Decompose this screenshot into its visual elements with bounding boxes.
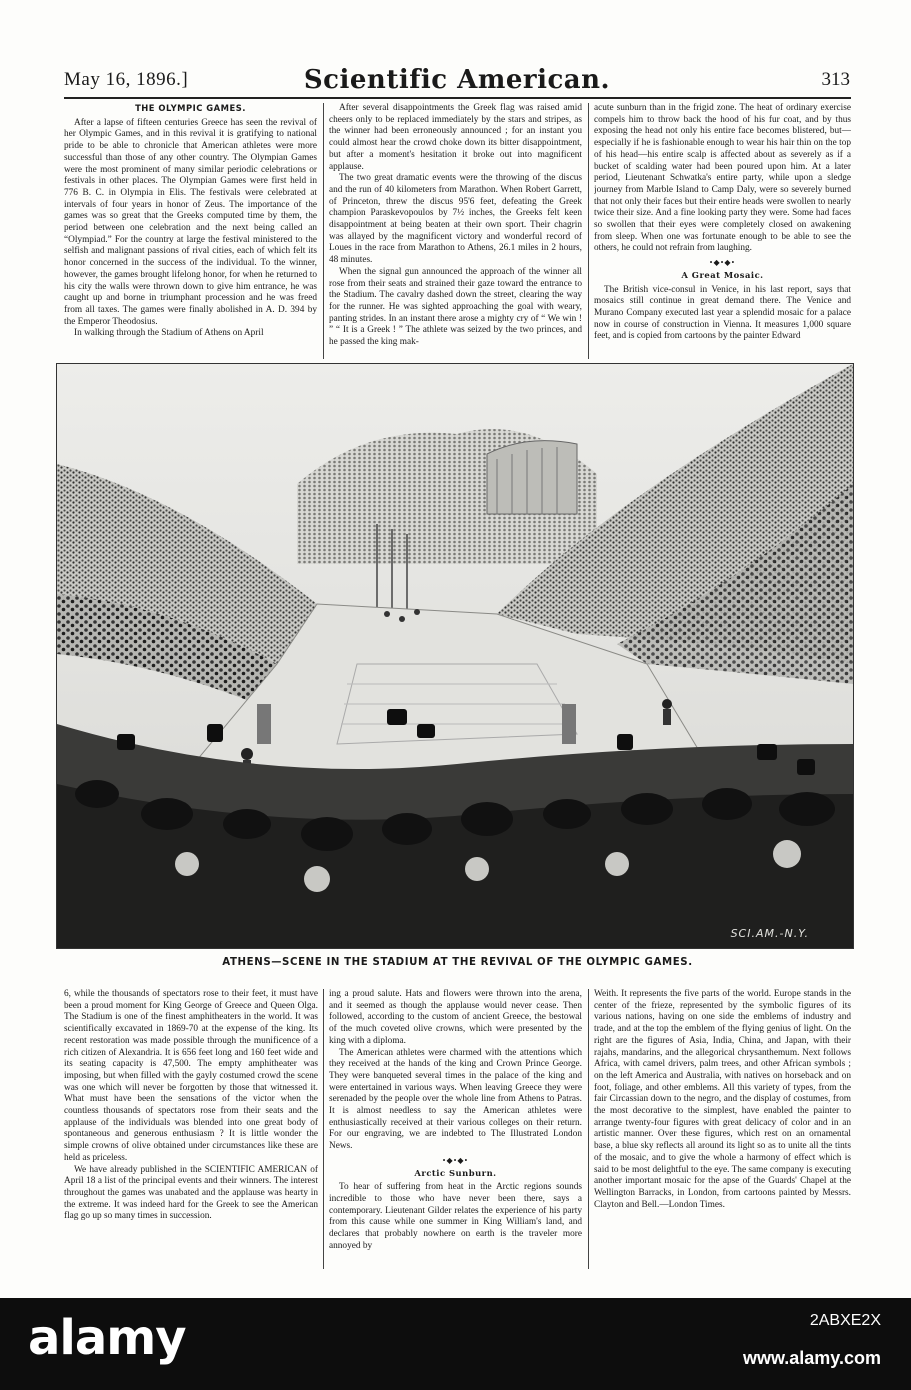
artist-signature: SCI.AM.-N.Y. <box>730 927 809 940</box>
paragraph: ing a proud salute. Hats and flowers were thrown into the arena, and it seemed as though the applause would never cease. Then followed, according to the custom of ancient Greece, the bestowal of the much coveted olive crowns, which were presented by the king with a diploma. <box>329 989 582 1046</box>
arctic-heading: Arctic Sunburn. <box>414 1167 497 1178</box>
alamy-logo: alamy <box>28 1310 186 1366</box>
issue-date: May 16, 1896.] <box>64 69 189 90</box>
column-rule <box>588 103 589 359</box>
column-rule <box>588 989 589 1269</box>
column-2 <box>329 103 582 359</box>
olympic-heading: THE OLYMPIC GAMES. <box>135 103 246 113</box>
paragraph: We have already published in the SCIENTIFIC AMERICAN of April 18 a list of the principal events and their winners. The interest throughout the games was unabated and the applause was hearty in the extreme. It was indeed hard for the Greek to see the American flag go up so many times in succession. <box>64 1164 318 1222</box>
column-rule <box>323 103 324 359</box>
column-3 <box>594 103 851 359</box>
paragraph: Weith. It represents the five parts of the world. Europe stands in the center of the frieze, represented by the symbolic figures of its various nations, having on one side the emblems of industry and trade, and at the top the emblem of the flying genius of light. On the right are the figures of Asia, India, China, and Japan, with their rajahs, mandarins, and the allegorical chrysanthemum. Next follows Africa, with camel drivers, palm trees, and other African symbols ; on the left America and Australia, with natives on horseback and on foot, foliage, and other emblems. All this variety of types, from the fair Circassian down to the negro, and the display of costumes, from the most decorative to the simplest, have enabled the painter to arrange twenty-four figures with great delicacy of color and in an artistic manner. Over these figures, which rest on an ornamental base, a blue sky reflects all around its light so as to unite all the tints of the mosaic, and to give the whole a harmony of effect which is said to be most delightful to the eye. The same company is executing another important mosaic for the apse of the Guards' Chapel at the Wellington Barracks, in London, from cartoons painted by Messrs. Clayton and Bell.—London Times. <box>594 989 851 1210</box>
section-ornament: •◆•◆• <box>709 258 736 268</box>
column-1 <box>64 103 317 359</box>
publication-title: Scientific American. <box>303 65 611 95</box>
watermark-url: www.alamy.com <box>742 1348 881 1368</box>
column-rule <box>323 989 324 1269</box>
watermark-banner <box>0 1298 911 1390</box>
paragraph: In walking through the Stadium of Athens on April <box>74 328 264 339</box>
header-rule <box>64 97 851 99</box>
column-6 <box>594 989 851 1269</box>
page-number: 313 <box>821 69 850 90</box>
paragraph: 6, while the thousands of spectators rose to their feet, it must have been a proud moment for King George of Greece and Queen Olga. The Stadium is one of the finest amphitheaters in the world. It was scientifically excavated in 1869-70 at the expense of the king. Its recent restoration was made possible through the munificence of a rich citizen of Alexandria. It is 656 feet long and 160 feet wide and its seating capacity is 47,500. The empty amphitheater was imposing, but when filled with the gayly costumed crowd the scene was one which will never be forgotten by those that witnessed it. What must have been the sensations of the victor when the countless thousands of spectators rose from their seats and the applause of the individuals was blended into one great body of spontaneous and generous enthusiasm ? It is little wonder the simple crowns of olive obtained under circumstances like these are held as priceless. <box>64 989 318 1163</box>
image-code: 2ABXE2X <box>809 1312 881 1329</box>
paragraph: After several disappointments the Greek flag was raised amid cheers only to be replaced immediately by the stars and stripes, as the winner had been erroneously announced ; for an instant you could almost hear the crowd choke down its bitter disappointment, but after a moment's hesitation it broke out into magnificent applause. <box>329 103 582 172</box>
mosaic-heading: A Great Mosaic. <box>681 269 764 280</box>
paragraph: The two great dramatic events were the throwing of the discus and the run of 40 kilometers from Marathon. When Robert Garrett, of Princeton, threw the discus 95'6 feet, defeating the Greek champion Paraskevopoulos by 7½ inches, the Greeks felt keen disappointment at being beaten at their own sport. Their chagrin was allayed by the magnificent victory and wonderful record of Loues in the race from Marathon to Athens, 26.1 miles in 2 hours, 48 minutes. <box>329 173 582 266</box>
paragraph: After a lapse of fifteen centuries Greece has seen the revival of her Olympic Games, and in this revival it is gratifying to national pride to be able to chronicle that American athletes were more successful than those of any other country. The Olympian Games were the most prominent of many similar periodic celebrations or festivals in other places. The Olympian Games were first held in 776 B. C. in Olympia in Elis. The festivals were celebrated at intervals of four years in honor of Zeus. The importance of the games was so great that the Greeks computed time by them, the period between one celebration and the next being called an “Olympiad.” For the country at large the festival ministered to the selfish and malignant passions of rival cities, each of which felt its honor concerned in the success of the individual. To the winner, however, the games brought lifelong honor, for when he returned to his city the walls were thrown down to give him entrance, he was caught up and borne in triumphant procession and he was freed from all taxes. The games were finally abolished in A. D. 394 by the Emperor Theodosius. <box>64 117 317 327</box>
paragraph: The American athletes were charmed with the attentions which they received at the hands of the king and Crown Prince George. They were banqueted several times in the palace of the king and were entertained in various ways. When leaving Greece they were serenaded by the people over the whole line from Athens to Patras. It is almost needless to say the American athletes were enthusiastically received at their various colleges on their return. For our engraving, we are indebted to The Illustrated London News. <box>329 1047 582 1152</box>
masthead <box>64 66 850 100</box>
column-5 <box>329 989 582 1269</box>
paragraph: When the signal gun announced the approach of the winner all rose from their seats and strained their gaze toward the entrance to the Stadium. The cavalry dashed down the street, clearing the way for the runner. He was sighted approaching the goal with weary, panting strides. In an instant there arose a mighty cry of “ We win ! ” “ It is a Greek ! ” The athlete was seized by the two princes, and he passed the king mak- <box>329 266 582 348</box>
paragraph: acute sunburn than in the frigid zone. The heat of ordinary exercise compels him to throw back the hood of his fur coat, and by thus exposing the head not only his entire face becomes blistered, but—especially if he is fashionable enough to wear his hair thin on the top of his head—his entire scalp is affected about as severely as if a bucket of scalding water had been poured upon him. At a later period, Lieutenant Schwatka's entire party, while upon a sledge journey from Marble Island to Camp Daly, were so severely burned that not only their faces but their entire heads were swollen to nearly twice their size. And a fine looking party they were. Some had faces so swollen that their eyes were completely closed on awakening from sleep. When one was fortunate enough to be able to see the others, he could not refrain from laughing. <box>594 103 851 254</box>
paragraph: The British vice-consul in Venice, in his last report, says that mosaics still continue in great demand there. The Venice and Murano Company executed last year a splendid mosaic for a palace now in course of construction in Vienna. It measures 1,000 square feet, and is copied from cartoons by the painter Edward <box>594 284 851 342</box>
stadium-engraving <box>56 363 854 949</box>
paragraph: To hear of suffering from heat in the Arctic regions sounds incredible to those who have never been there, says a contemporary. Lieutenant Gilder relates the experience of his party from this cause while one summer in King William's land, and declares that probably nowhere on earth is the traveler more annoyed by <box>329 1182 582 1251</box>
section-ornament: •◆•◆• <box>442 1155 469 1165</box>
illustration-caption: ATHENS—SCENE IN THE STADIUM AT THE REVIVAL OF THE OLYMPIC GAMES. <box>222 957 693 968</box>
column-4 <box>64 989 318 1269</box>
